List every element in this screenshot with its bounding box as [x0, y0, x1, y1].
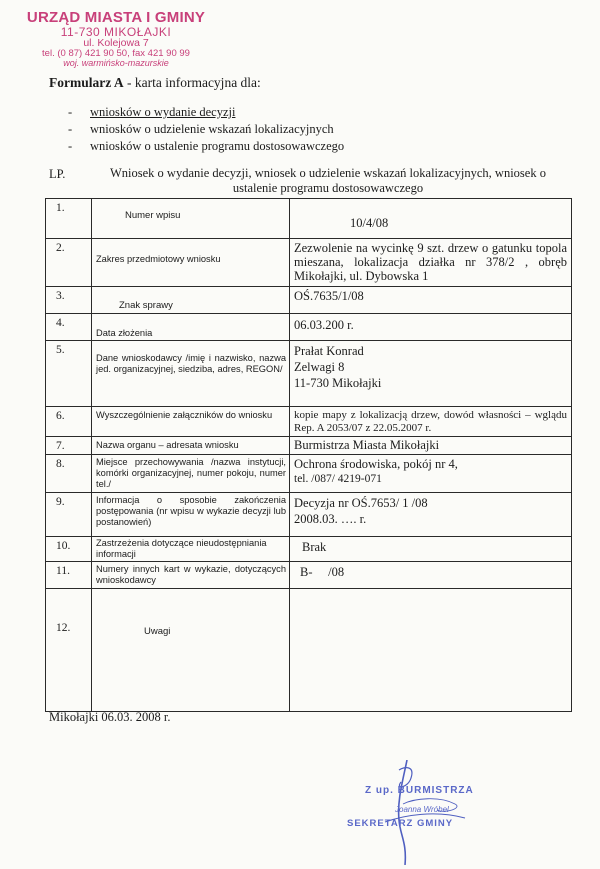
table-row — [46, 341, 572, 407]
row-value: kopie mapy z lokalizacją drzew, dowód własności – wglądu Rep. A 2053/07 z 22.05.2007 r. — [290, 407, 572, 437]
storage-place: Ochrona środowiska, pokój nr 4, — [294, 457, 458, 471]
storage-phone: tel. /087/ 4219-071 — [294, 473, 382, 485]
row-number: 1. — [46, 199, 92, 239]
row-number: 7. — [46, 437, 92, 455]
table-row — [46, 562, 572, 589]
office-stamp — [26, 10, 206, 69]
table-row — [46, 239, 572, 287]
row-label: Data złożenia — [92, 314, 290, 341]
row-value: 10/4/08 — [290, 199, 572, 239]
row-label: Uwagi — [92, 589, 290, 712]
decision-number: Decyzja nr OŚ.7653/ 1 /08 — [294, 496, 428, 510]
row-number: 10. — [46, 537, 92, 562]
row-value — [290, 589, 572, 712]
signature-stamp-line1: Z up. BURMISTRZA — [365, 785, 474, 796]
signature-stamp — [345, 760, 495, 865]
place-and-date: Mikołajki 06.03. 2008 r. — [49, 710, 171, 724]
row-number: 11. — [46, 562, 92, 589]
table-row — [46, 493, 572, 537]
row-number: 12. — [46, 589, 92, 712]
row-value: B- /08 — [290, 562, 572, 589]
table-row — [46, 589, 572, 712]
row-number: 4. — [46, 314, 92, 341]
stamp-office-name: URZĄD MIASTA I GMINY — [26, 9, 206, 26]
table-row — [46, 199, 572, 239]
form-title-rest: - karta informacyjna dla: — [123, 75, 261, 90]
row-label: Dane wnioskodawcy /imię i nazwisko, nazwa jed. organizacyjnej, siedziba, adres, REGON/ — [92, 341, 290, 407]
applicant-street: Zelwagi 8 — [294, 360, 345, 374]
table-heading: Wniosek o wydanie decyzji, wniosek o udzielenie wskazań lokalizacyjnych, wniosek o ustalenie programu dostosowawczego — [110, 166, 546, 195]
applicant-city: 11-730 Mikołajki — [294, 376, 382, 390]
request-type-location: wniosków o udzielenie wskazań lokalizacyjnych — [90, 122, 334, 136]
table-row — [46, 455, 572, 493]
request-type-decision: wniosków o wydanie decyzji — [90, 105, 236, 119]
row-value: Brak — [290, 537, 572, 562]
row-value — [290, 493, 572, 537]
lp-label: LP. — [49, 167, 66, 181]
decision-date: 2008.03. …. r. — [294, 512, 367, 526]
row-label: Znak sprawy — [92, 287, 290, 314]
row-value: Zezwolenie na wycinkę 9 szt. drzew o gatunku topola mieszana, lokalizacja działka nr 378/2 , obręb Mikołajki, ul. Dybowska 1 — [290, 239, 572, 287]
row-number: 2. — [46, 239, 92, 287]
row-number: 8. — [46, 455, 92, 493]
row-label: Numer wpisu — [92, 199, 290, 239]
table-row — [46, 407, 572, 437]
row-label: Informacja o sposobie zakończenia postępowania (nr wpisu w wykazie decyzji lub postanowień) — [92, 493, 290, 537]
row-number: 9. — [46, 493, 92, 537]
signature-stamp-line2: SEKRETARZ GMINY — [347, 818, 454, 829]
table-row — [46, 537, 572, 562]
table-row — [46, 437, 572, 455]
form-title-bold: Formularz A — [49, 75, 124, 90]
row-value — [290, 341, 572, 407]
row-number: 3. — [46, 287, 92, 314]
form-title — [49, 75, 261, 91]
list-item: - wniosków o udzielenie wskazań lokalizacyjnych — [68, 122, 334, 136]
row-label: Zakres przedmiotowy wniosku — [92, 239, 290, 287]
list-item: - wniosków o wydanie decyzji — [68, 105, 236, 119]
stamp-voivodeship: woj. warmińsko-mazurskie — [63, 58, 169, 69]
row-label: Wyszczególnienie załączników do wniosku — [92, 407, 290, 437]
applicant-name: Prałat Konrad — [294, 344, 364, 358]
request-type-program: wniosków o ustalenie programu dostosowawczego — [90, 139, 345, 153]
request-type-list — [68, 104, 344, 155]
table-row — [46, 314, 572, 341]
row-value: Burmistrza Miasta Mikołajki — [290, 437, 572, 455]
row-number: 6. — [46, 407, 92, 437]
table-row — [46, 287, 572, 314]
row-value: 06.03.200 r. — [290, 314, 572, 341]
stamp-phone: tel. (0 87) 421 90 50, fax 421 90 99 — [42, 48, 190, 60]
info-table — [45, 198, 572, 712]
row-value: OŚ.7635/1/08 — [290, 287, 572, 314]
row-label: Zastrzeżenia dotyczące nieudostępniania informacji — [92, 537, 290, 562]
signature-name: Joanna Wróbel — [395, 805, 449, 814]
row-number: 5. — [46, 341, 92, 407]
list-item: - wniosków o ustalenie programu dostosowawczego — [68, 139, 345, 153]
row-label: Nazwa organu – adresata wniosku — [92, 437, 290, 455]
stamp-postal-code: 11-730 MIKOŁAJKI — [60, 24, 172, 39]
stamp-street: ul. Kolejowa 7 — [83, 37, 149, 50]
row-value — [290, 455, 572, 493]
row-label: Miejsce przechowywania /nazwa instytucji, komórki organizacyjnej, numer pokoju, numer tel./ — [92, 455, 290, 493]
row-label: Numery innych kart w wykazie, dotyczących wnioskodawcy — [92, 562, 290, 589]
